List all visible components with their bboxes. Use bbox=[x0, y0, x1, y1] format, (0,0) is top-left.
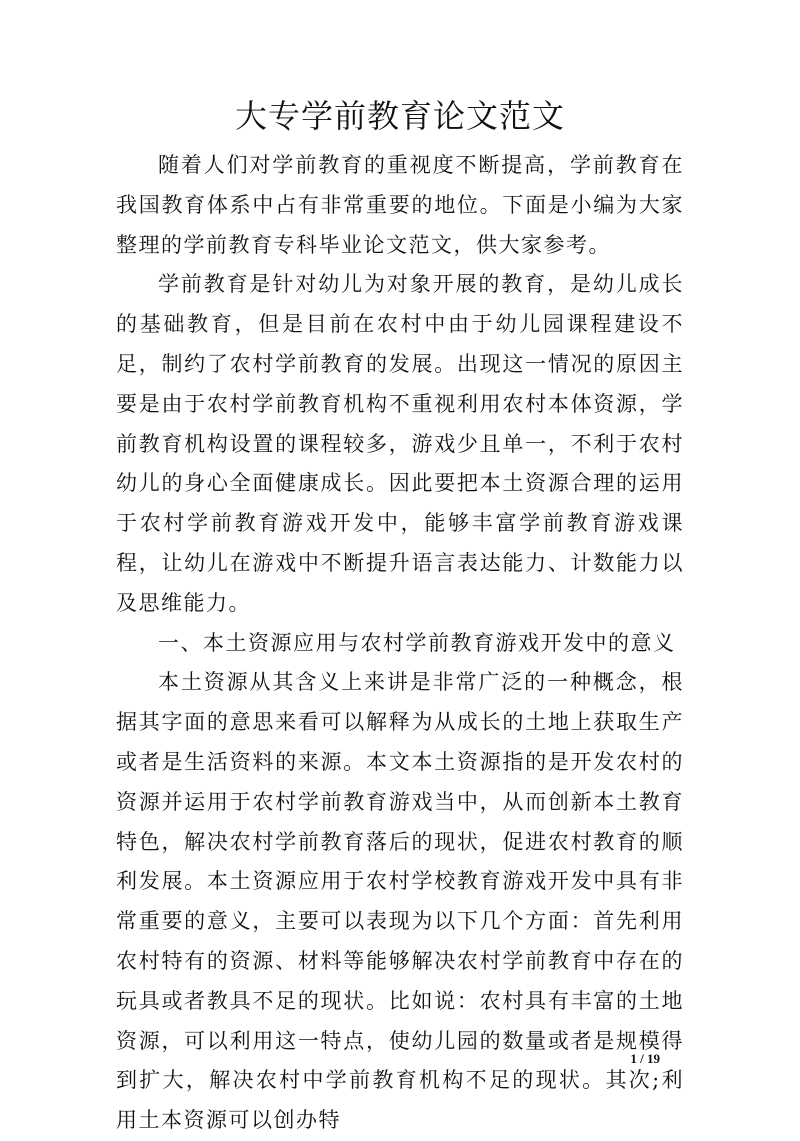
paragraph-intro: 随着人们对学前教育的重视度不断提高，学前教育在我国教育体系中占有非常重要的地位。下面是小编为大家整理的学前教育专科毕业论文范文，供大家参考。 bbox=[116, 153, 684, 257]
document-title: 大专学前教育论文范文 bbox=[234, 97, 565, 135]
page-number: 1 / 19 bbox=[630, 1051, 660, 1066]
section-heading: 一、本土资源应用与农村学前教育游戏开发中的意义 bbox=[158, 630, 676, 655]
paragraph-background: 学前教育是针对幼儿为对象开展的教育，是幼儿成长的基础教育，但是目前在农村中由于幼儿园课程建设不足，制约了农村学前教育的发展。出现这一情况的原因主要是由于农村学前教育机构不重视利用农村本体资源，学前教育机构设置的课程较多，游戏少且单一，不利于农村幼儿的身心全面健康成长。因此要把本土资源合理的运用于农村学前教育游戏开发中，能够丰富学前教育游戏课程，让幼儿在游戏中不断提升语言表达能力、计数能力以及思维能力。 bbox=[116, 272, 684, 615]
paragraph-section-one: 本土资源从其含义上来讲是非常广泛的一种概念，根据其字面的意思来看可以解释为从成长的土地上获取生产或者是生活资料的来源。本文本土资源指的是开发农村的资源并运用于农村学前教育游戏当中，从而创新本土教育特色，解决农村学前教育落后的现状，促进农村教育的顺利发展。本土资源应用于农村学校教育游戏开发中具有非常重要的意义，主要可以表现为以下几个方面：首先利用农村特有的资源、材料等能够解决农村学前教育中存在的玩具或者教具不足的现状。比如说：农村具有丰富的土地资源，可以利用这一特点，使幼儿园的数量或者是规模得到扩大，解决农村中学前教育机构不足的现状。其次;利用土本资源可以创办特 bbox=[116, 670, 684, 1133]
document-body bbox=[116, 146, 684, 1141]
